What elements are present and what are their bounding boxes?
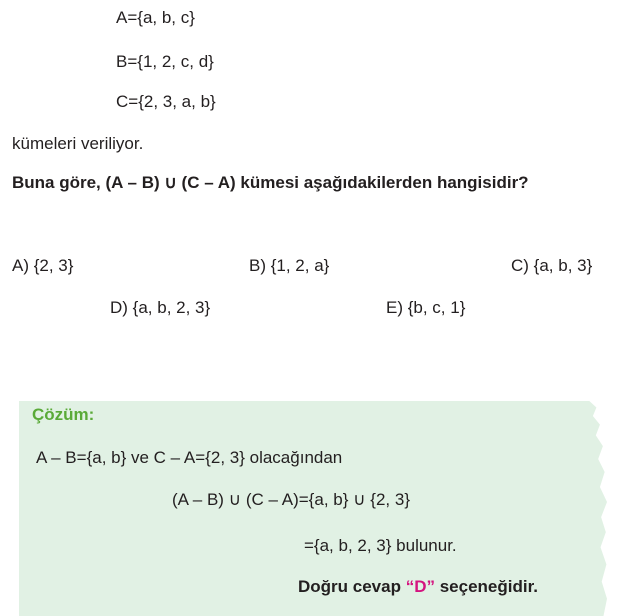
given-text: kümeleri veriliyor.	[12, 134, 144, 153]
answer-prefix: Doğru cevap	[298, 577, 406, 596]
option-c[interactable]: C) {a, b, 3}	[511, 256, 593, 275]
option-b[interactable]: B) {1, 2, a}	[249, 256, 330, 275]
option-e[interactable]: E) {b, c, 1}	[386, 298, 466, 317]
answer-suffix: seçeneğidir.	[434, 577, 538, 596]
solution-line-1: A – B={a, b} ve C – A={2, 3} olacağından	[36, 448, 343, 467]
answer-letter: “D”	[405, 577, 435, 596]
set-a-definition: A={a, b, c}	[116, 8, 195, 27]
question-prompt: Buna göre, (A – B) ∪ (C – A) kümesi aşağıdakilerden hangisidir?	[12, 173, 529, 192]
set-b-definition: B={1, 2, c, d}	[116, 52, 214, 71]
solution-line-2: (A – B) ∪ (C – A)={a, b} ∪ {2, 3}	[172, 490, 410, 509]
set-c-definition: C={2, 3, a, b}	[116, 92, 216, 111]
option-a[interactable]: A) {2, 3}	[12, 256, 74, 275]
correct-answer-line	[298, 577, 538, 597]
option-d[interactable]: D) {a, b, 2, 3}	[110, 298, 211, 317]
solution-title: Çözüm:	[32, 405, 95, 424]
solution-line-3: ={a, b, 2, 3} bulunur.	[304, 536, 457, 555]
